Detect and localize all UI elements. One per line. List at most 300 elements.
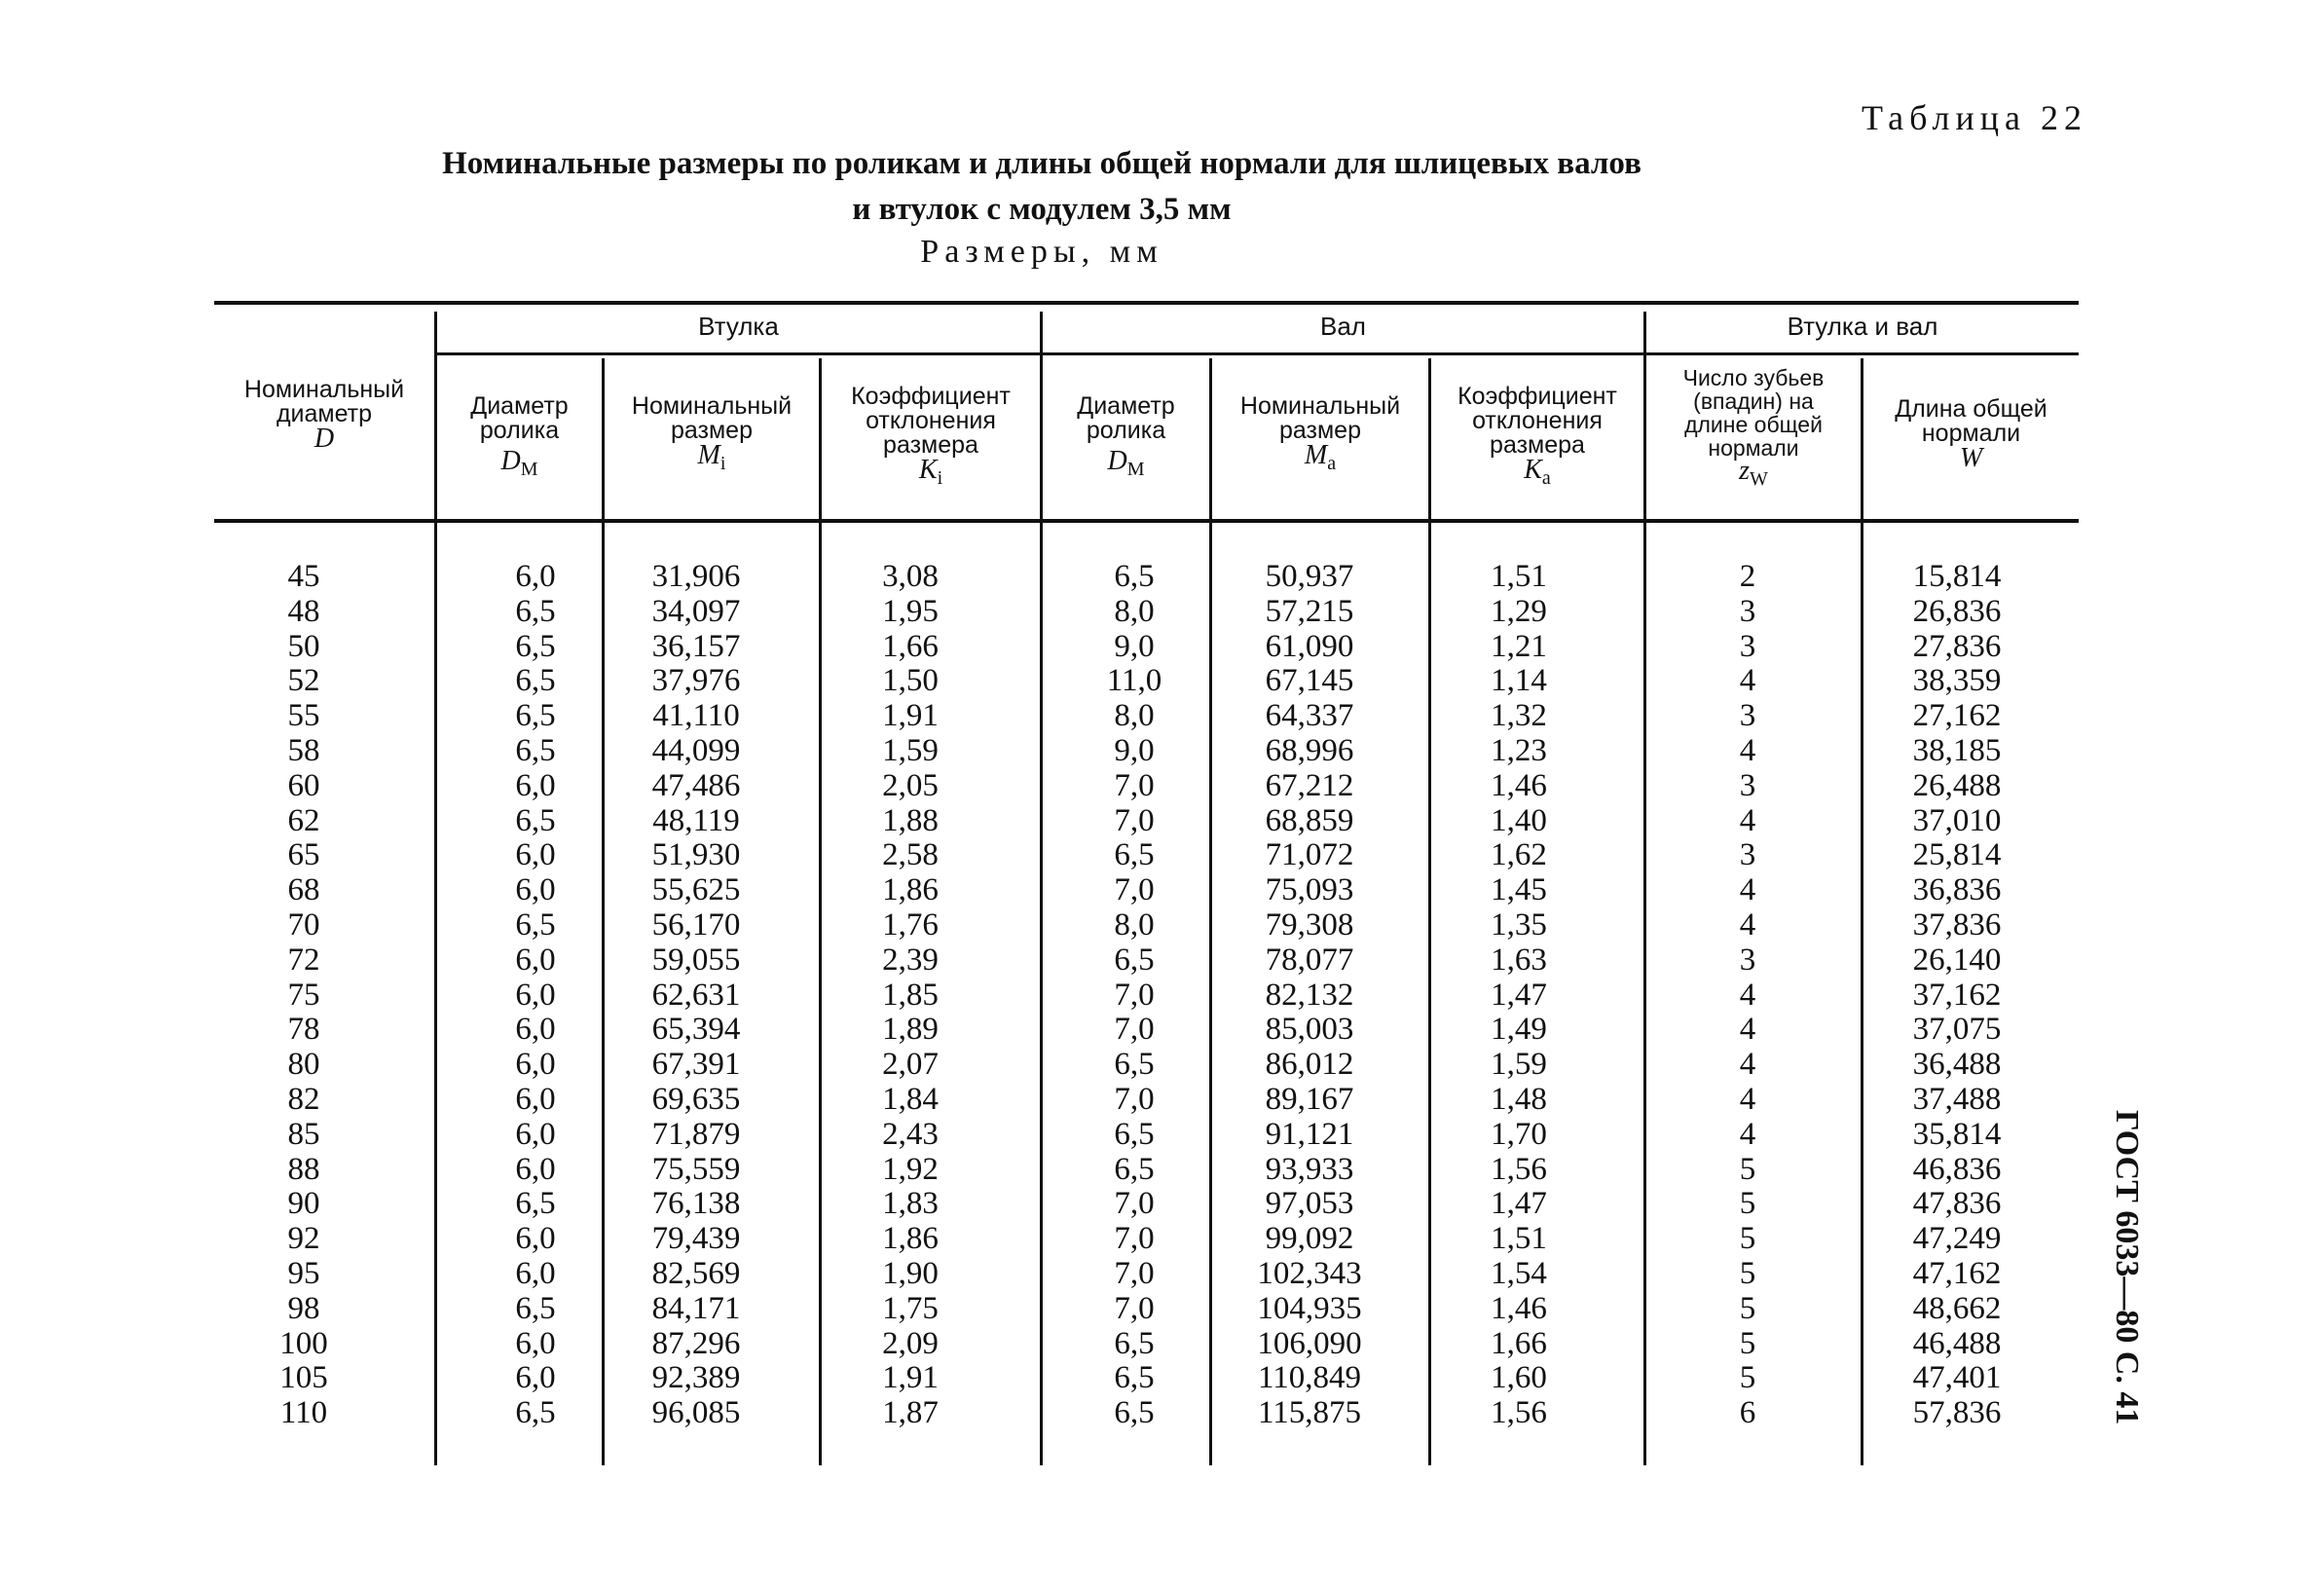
table-cell: 90 — [287, 1186, 320, 1222]
header-teeth-count — [1646, 366, 1861, 491]
group-header-both: Втулка и вал — [1787, 312, 1938, 341]
table-cell: 7,0 — [1114, 977, 1155, 1013]
table-cell: 6,0 — [515, 942, 556, 978]
divider-hub-shaft — [1040, 312, 1043, 1465]
table-cell: 62 — [287, 802, 320, 838]
table-cell: 3 — [1739, 628, 1756, 664]
table-cell: 1,76 — [882, 906, 939, 942]
table-cell: 52 — [287, 663, 320, 699]
table-cell: 3 — [1739, 837, 1756, 873]
table-cell: 8,0 — [1114, 698, 1155, 734]
header-line: ролика — [479, 417, 560, 444]
header-hub-roller-diameter — [437, 394, 602, 482]
table-cell: 2,09 — [882, 1325, 939, 1361]
header-line: отклонения — [866, 407, 996, 434]
table-cell: 1,47 — [1491, 977, 1547, 1013]
table-cell: 79,308 — [1265, 906, 1354, 942]
table-cell: 55 — [287, 698, 320, 734]
group-header-hub: Втулка — [698, 312, 779, 341]
table-cell: 57,215 — [1265, 593, 1354, 629]
table-cell: 37,075 — [1912, 1012, 2002, 1048]
header-symbol: M — [1304, 440, 1328, 470]
column-teeth-count — [1694, 560, 1801, 1431]
table-cell: 1,29 — [1491, 593, 1547, 629]
header-shaft-deviation — [1431, 385, 1643, 491]
table-cell: 82,132 — [1265, 977, 1354, 1013]
table-cell: 26,488 — [1912, 767, 2002, 803]
units-caption: Размеры, мм — [920, 234, 1163, 270]
table-cell: 27,836 — [1912, 628, 2002, 664]
table-cell: 6,0 — [515, 1151, 556, 1187]
table-cell: 82,569 — [651, 1255, 741, 1291]
table-cell: 1,84 — [882, 1081, 939, 1117]
table-cell: 51,930 — [651, 837, 741, 873]
table-cell: 96,085 — [651, 1395, 741, 1431]
table-cell: 76,138 — [651, 1186, 741, 1222]
table-cell: 6,0 — [515, 1325, 556, 1361]
table-cell: 1,90 — [882, 1255, 939, 1291]
divider-shaft-col1 — [1209, 358, 1212, 1465]
header-symbol: D — [314, 424, 335, 454]
table-cell: 7,0 — [1114, 802, 1155, 838]
table-cell: 5 — [1739, 1255, 1756, 1291]
table-cell: 75,559 — [651, 1151, 741, 1187]
table-cell: 4 — [1739, 1081, 1756, 1117]
table-cell: 4 — [1739, 1116, 1756, 1152]
table-cell: 6,5 — [1114, 1325, 1155, 1361]
table-cell: 104,935 — [1257, 1290, 1362, 1326]
table-cell: 6,0 — [515, 837, 556, 873]
table-cell: 97,053 — [1265, 1186, 1354, 1222]
table-cell: 78,077 — [1265, 942, 1354, 978]
table-cell: 6,0 — [515, 767, 556, 803]
table-cell: 41,110 — [652, 698, 740, 734]
table-cell: 5 — [1739, 1290, 1756, 1326]
header-line: размер — [1279, 417, 1361, 444]
table-cell: 4 — [1739, 1047, 1756, 1083]
table-cell: 7,0 — [1114, 1186, 1155, 1222]
table-cell: 1,92 — [882, 1151, 939, 1187]
table-cell: 93,933 — [1265, 1151, 1354, 1187]
table-cell: 5 — [1739, 1325, 1756, 1361]
table-cell: 84,171 — [651, 1290, 741, 1326]
table-cell: 1,47 — [1491, 1186, 1547, 1222]
table-cell: 1,62 — [1491, 837, 1547, 873]
header-line: нормали — [1921, 420, 2021, 447]
table-cell: 1,60 — [1491, 1360, 1547, 1396]
table-cell: 34,097 — [651, 593, 741, 629]
table-cell: 1,70 — [1491, 1116, 1547, 1152]
table-cell: 70 — [287, 906, 320, 942]
table-cell: 67,212 — [1265, 767, 1354, 803]
table-cell: 7,0 — [1114, 1012, 1155, 1048]
table-label: Таблица 22 — [1862, 98, 2087, 137]
header-nominal-diameter — [214, 378, 434, 452]
table-cell: 89,167 — [1265, 1081, 1354, 1117]
header-line: Число зубьев — [1682, 365, 1825, 390]
table-cell: 69,635 — [651, 1081, 741, 1117]
table-cell: 47,249 — [1912, 1221, 2002, 1257]
table-cell: 37,162 — [1912, 977, 2002, 1013]
table-cell: 60 — [287, 767, 320, 803]
column-shaft-nominal-size — [1227, 560, 1392, 1431]
table-cell: 67,391 — [651, 1047, 741, 1083]
table-cell: 110,849 — [1257, 1360, 1362, 1396]
header-normal-length — [1863, 397, 2079, 471]
table-cell: 1,89 — [882, 1012, 939, 1048]
table-cell: 47,162 — [1912, 1255, 2002, 1291]
table-cell: 11,0 — [1106, 663, 1162, 699]
header-line: нормали — [1708, 435, 1799, 461]
table-cell: 1,63 — [1491, 942, 1547, 978]
table-cell: 50,937 — [1265, 559, 1354, 594]
header-symbol: z — [1739, 456, 1750, 486]
header-subscript: M — [1126, 459, 1145, 480]
header-line: длине общей — [1684, 412, 1823, 437]
header-line: Номинальный — [1239, 392, 1401, 420]
table-cell: 1,40 — [1491, 802, 1547, 838]
table-cell: 26,836 — [1912, 593, 2002, 629]
table-cell: 37,836 — [1912, 906, 2002, 942]
divider-shaft-col2 — [1428, 358, 1431, 1465]
divider-hub-col2 — [819, 358, 822, 1465]
table-cell: 91,121 — [1265, 1116, 1354, 1152]
group-underline-hub — [434, 352, 1040, 355]
table-cell: 15,814 — [1912, 559, 2002, 594]
table-cell: 2,39 — [882, 942, 939, 978]
table-cell: 1,66 — [882, 628, 939, 664]
table-cell: 4 — [1739, 977, 1756, 1013]
table-cell: 115,875 — [1257, 1395, 1362, 1431]
group-underline-both — [1643, 352, 2079, 355]
header-symbol: D — [1107, 446, 1127, 476]
table-cell: 46,488 — [1912, 1325, 2002, 1361]
header-subscript: i — [719, 453, 726, 474]
table-cell: 9,0 — [1114, 628, 1155, 664]
table-cell: 6,0 — [515, 1221, 556, 1257]
header-symbol: K — [918, 455, 938, 485]
group-underline-shaft — [1040, 352, 1643, 355]
table-cell: 6,5 — [1114, 1151, 1155, 1187]
table-cell: 6,5 — [1114, 559, 1155, 594]
table-cell: 2,43 — [882, 1116, 939, 1152]
table-cell: 4 — [1739, 872, 1756, 908]
table-cell: 4 — [1739, 906, 1756, 942]
header-line: диаметр — [276, 400, 373, 427]
table-cell: 1,46 — [1491, 767, 1547, 803]
table-cell: 82 — [287, 1081, 320, 1117]
header-subscript: a — [1541, 467, 1551, 489]
table-cell: 58 — [287, 732, 320, 768]
table-cell: 6,5 — [515, 802, 556, 838]
table-cell: 1,54 — [1491, 1255, 1547, 1291]
table-cell: 7,0 — [1114, 767, 1155, 803]
table-cell: 1,86 — [882, 872, 939, 908]
table-cell: 2 — [1739, 559, 1756, 594]
table-cell: 47,401 — [1912, 1360, 2002, 1396]
column-hub-roller-diameter — [477, 560, 594, 1431]
column-hub-deviation — [837, 560, 983, 1431]
table-cell: 92 — [287, 1221, 320, 1257]
table-cell: 102,343 — [1257, 1255, 1362, 1291]
table-cell: 1,51 — [1491, 559, 1547, 594]
table-cell: 1,35 — [1491, 906, 1547, 942]
table-cell: 55,625 — [651, 872, 741, 908]
table-cell: 75 — [287, 977, 320, 1013]
header-subscript: i — [937, 467, 943, 489]
column-shaft-deviation — [1451, 560, 1587, 1431]
table-cell: 3 — [1739, 593, 1756, 629]
header-line: Номинальный — [631, 392, 793, 420]
table-cell: 1,21 — [1491, 628, 1547, 664]
table-cell: 88 — [287, 1151, 320, 1187]
table-cell: 4 — [1739, 732, 1756, 768]
table-cell: 1,83 — [882, 1186, 939, 1222]
table-cell: 6,5 — [515, 698, 556, 734]
table-cell: 7,0 — [1114, 1221, 1155, 1257]
table-cell: 4 — [1739, 802, 1756, 838]
table-cell: 47,486 — [651, 767, 741, 803]
table-cell: 64,337 — [1265, 698, 1354, 734]
table-cell: 1,85 — [882, 977, 939, 1013]
header-line: (впадин) на — [1693, 388, 1814, 414]
table-cell: 85 — [287, 1116, 320, 1152]
table-cell: 6,5 — [1114, 1395, 1155, 1431]
table-cell: 48,662 — [1912, 1290, 2002, 1326]
header-line: размера — [883, 431, 978, 459]
divider-after-diameter — [434, 312, 437, 1465]
table-cell: 6,5 — [1114, 837, 1155, 873]
table-cell: 1,56 — [1491, 1151, 1547, 1187]
header-symbol: W — [1959, 443, 1983, 473]
table-cell: 92,389 — [651, 1360, 741, 1396]
table-cell: 1,50 — [882, 663, 939, 699]
table-cell: 8,0 — [1114, 906, 1155, 942]
table-cell: 86,012 — [1265, 1047, 1354, 1083]
table-cell: 68,996 — [1265, 732, 1354, 768]
table-cell: 47,836 — [1912, 1186, 2002, 1222]
header-shaft-nominal-size — [1212, 394, 1428, 476]
table-cell: 6,0 — [515, 1012, 556, 1048]
table-cell: 37,010 — [1912, 802, 2002, 838]
table-cell: 35,814 — [1912, 1116, 2002, 1152]
table-cell: 1,75 — [882, 1290, 939, 1326]
table-cell: 99,092 — [1265, 1221, 1354, 1257]
table-cell: 1,46 — [1491, 1290, 1547, 1326]
table-cell: 6,5 — [1114, 1360, 1155, 1396]
table-cell: 3 — [1739, 942, 1756, 978]
table-cell: 4 — [1739, 663, 1756, 699]
header-subscript: a — [1327, 453, 1337, 474]
table-cell: 106,090 — [1257, 1325, 1362, 1361]
table-cell: 26,140 — [1912, 942, 2002, 978]
table-cell: 1,95 — [882, 593, 939, 629]
header-hub-deviation — [822, 385, 1040, 491]
table-cell: 4 — [1739, 1012, 1756, 1048]
table-cell: 110 — [279, 1395, 328, 1431]
table-cell: 6,5 — [515, 906, 556, 942]
table-cell: 1,91 — [882, 698, 939, 734]
column-nominal-diameter — [226, 560, 382, 1431]
column-normal-length — [1874, 560, 2040, 1431]
table-cell: 79,439 — [651, 1221, 741, 1257]
header-symbol: K — [1524, 455, 1542, 485]
table-title: Номинальные размеры по роликам и длины общей нормали для шлицевых валов — [442, 146, 1642, 181]
table-cell: 5 — [1739, 1360, 1756, 1396]
table-cell: 6,0 — [515, 977, 556, 1013]
top-rule — [214, 301, 2079, 305]
table-cell: 7,0 — [1114, 1290, 1155, 1326]
table-cell: 8,0 — [1114, 593, 1155, 629]
table-cell: 6,0 — [515, 1255, 556, 1291]
table-cell: 67,145 — [1265, 663, 1354, 699]
header-symbol: D — [500, 446, 521, 476]
table-cell: 6,5 — [1114, 1116, 1155, 1152]
table-cell: 1,51 — [1491, 1221, 1547, 1257]
table-cell: 6,5 — [515, 663, 556, 699]
table-title-continued: и втулок с модулем 3,5 мм — [852, 192, 1232, 227]
table-cell: 80 — [287, 1047, 320, 1083]
table-cell: 6,5 — [515, 732, 556, 768]
table-cell: 6,0 — [515, 1116, 556, 1152]
table-cell: 57,836 — [1912, 1395, 2002, 1431]
table-cell: 6,5 — [515, 1290, 556, 1326]
header-shaft-roller-diameter — [1043, 394, 1209, 482]
table-cell: 36,836 — [1912, 872, 2002, 908]
table-cell: 3 — [1739, 698, 1756, 734]
table-cell: 68,859 — [1265, 802, 1354, 838]
table-cell: 72 — [287, 942, 320, 978]
table-cell: 6,5 — [515, 1186, 556, 1222]
table-cell: 6,5 — [1114, 942, 1155, 978]
table-cell: 2,58 — [882, 837, 939, 873]
table-cell: 37,488 — [1912, 1081, 2002, 1117]
header-line: Длина общей — [1895, 395, 2047, 423]
table-cell: 45 — [287, 559, 320, 594]
table-cell: 1,66 — [1491, 1325, 1547, 1361]
header-line: размера — [1490, 431, 1585, 459]
table-cell: 2,05 — [882, 767, 939, 803]
header-line: Номинальный — [243, 376, 405, 403]
table-cell: 31,906 — [651, 559, 741, 594]
table-cell: 1,32 — [1491, 698, 1547, 734]
table-cell: 48 — [287, 593, 320, 629]
header-line: Коэффициент — [1457, 383, 1617, 410]
table-cell: 3 — [1739, 767, 1756, 803]
table-cell: 65,394 — [651, 1012, 741, 1048]
group-header-shaft: Вал — [1320, 312, 1366, 341]
table-cell: 1,45 — [1491, 872, 1547, 908]
table-cell: 5 — [1739, 1151, 1756, 1187]
table-cell: 59,055 — [651, 942, 741, 978]
header-line: размер — [671, 417, 753, 444]
table-cell: 36,488 — [1912, 1047, 2002, 1083]
table-cell: 1,59 — [1491, 1047, 1547, 1083]
column-shaft-roller-diameter — [1071, 560, 1198, 1431]
table-cell: 3,08 — [882, 559, 939, 594]
header-line: отклонения — [1472, 407, 1603, 434]
divider-both-col1 — [1861, 358, 1863, 1465]
table-cell: 61,090 — [1265, 628, 1354, 664]
table-cell: 87,296 — [651, 1325, 741, 1361]
header-hub-nominal-size — [605, 394, 819, 476]
table-cell: 6,0 — [515, 559, 556, 594]
table-cell: 56,170 — [651, 906, 741, 942]
header-subscript: W — [1750, 468, 1768, 490]
table-cell: 1,56 — [1491, 1395, 1547, 1431]
table-cell: 75,093 — [1265, 872, 1354, 908]
table-cell: 46,836 — [1912, 1151, 2002, 1187]
table-cell: 38,359 — [1912, 663, 2002, 699]
header-symbol: M — [697, 440, 720, 470]
header-line: Диаметр — [1077, 392, 1175, 420]
column-hub-nominal-size — [613, 560, 779, 1431]
table-cell: 1,23 — [1491, 732, 1547, 768]
table-cell: 2,07 — [882, 1047, 939, 1083]
table-cell: 95 — [287, 1255, 320, 1291]
table-cell: 6,0 — [515, 1081, 556, 1117]
table-cell: 6,5 — [1114, 1047, 1155, 1083]
header-line: Диаметр — [470, 392, 569, 420]
table-cell: 36,157 — [651, 628, 741, 664]
table-cell: 27,162 — [1912, 698, 2002, 734]
table-cell: 1,91 — [882, 1360, 939, 1396]
table-cell: 9,0 — [1114, 732, 1155, 768]
table-cell: 85,003 — [1265, 1012, 1354, 1048]
table-cell: 1,59 — [882, 732, 939, 768]
table-cell: 6,0 — [515, 1047, 556, 1083]
header-subscript: M — [520, 459, 538, 480]
table-cell: 44,099 — [651, 732, 741, 768]
table-cell: 1,86 — [882, 1221, 939, 1257]
header-line: Коэффициент — [851, 383, 1011, 410]
gost-page-reference: ГОСТ 6033—80 С. 41 — [2109, 1110, 2145, 1425]
table-cell: 7,0 — [1114, 1081, 1155, 1117]
table-cell: 6,5 — [515, 628, 556, 664]
table-cell: 62,631 — [651, 977, 741, 1013]
table-cell: 5 — [1739, 1186, 1756, 1222]
table-cell: 1,14 — [1491, 663, 1547, 699]
table-cell: 71,072 — [1265, 837, 1354, 873]
table-cell: 1,88 — [882, 802, 939, 838]
table-cell: 7,0 — [1114, 1255, 1155, 1291]
table-cell: 48,119 — [652, 802, 740, 838]
header-line: ролика — [1086, 417, 1166, 444]
table-cell: 7,0 — [1114, 872, 1155, 908]
table-cell: 78 — [287, 1012, 320, 1048]
table-cell: 50 — [287, 628, 320, 664]
table-cell: 6,0 — [515, 872, 556, 908]
table-cell: 100 — [279, 1325, 328, 1361]
table-cell: 5 — [1739, 1221, 1756, 1257]
header-bottom-rule — [214, 519, 2079, 523]
table-cell: 6 — [1739, 1395, 1756, 1431]
table-cell: 105 — [279, 1360, 328, 1396]
table-cell: 37,976 — [651, 663, 741, 699]
table-cell: 1,48 — [1491, 1081, 1547, 1117]
table-cell: 38,185 — [1912, 732, 2002, 768]
table-cell: 68 — [287, 872, 320, 908]
divider-hub-col1 — [602, 358, 605, 1465]
table-cell: 6,5 — [515, 1395, 556, 1431]
table-cell: 1,87 — [882, 1395, 939, 1431]
table-cell: 65 — [287, 837, 320, 873]
table-cell: 98 — [287, 1290, 320, 1326]
table-cell: 6,5 — [515, 593, 556, 629]
table-cell: 25,814 — [1912, 837, 2002, 873]
table-cell: 6,0 — [515, 1360, 556, 1396]
table-cell: 1,49 — [1491, 1012, 1547, 1048]
